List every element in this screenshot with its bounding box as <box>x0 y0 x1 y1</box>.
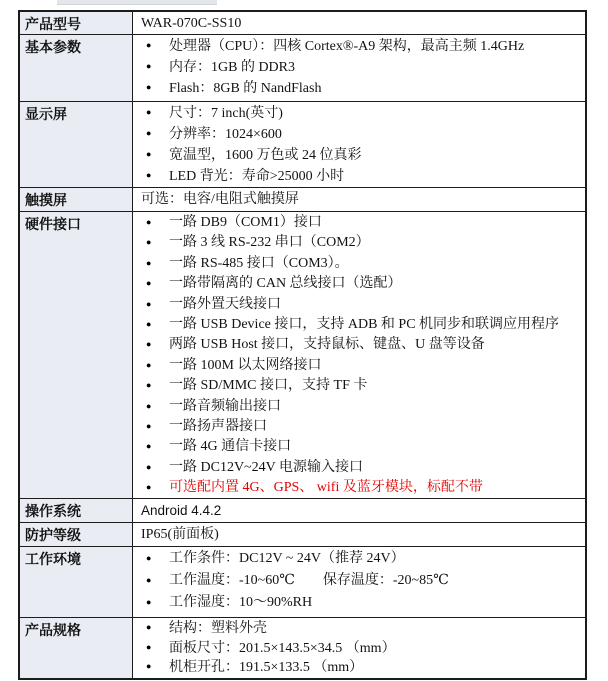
bullet-icon: ● <box>146 359 152 370</box>
spec-item-text: LED 背光：寿命>25000 小时 <box>169 169 345 184</box>
spec-item-text: 一路 USB Device 接口，支持 ADB 和 PC 机同步和联调应用程序 <box>169 317 560 333</box>
row-label: 产品型号 <box>20 12 133 34</box>
spec-item <box>133 254 581 274</box>
bullet-icon: ● <box>146 237 152 248</box>
spec-item <box>133 36 581 57</box>
row-content <box>133 547 585 617</box>
spec-item-text: 工作湿度：10～90%RH <box>169 595 313 610</box>
table-row <box>20 12 585 35</box>
spec-item-text: 一路外置天线接口 <box>169 296 281 312</box>
spec-item-text: 一路扬声器接口 <box>169 419 267 435</box>
row-label: 工作环境 <box>20 547 133 617</box>
spec-item <box>133 233 581 253</box>
spec-item <box>133 548 581 570</box>
spec-item-text: 分辨率：1024×600 <box>169 127 282 142</box>
spec-item <box>133 145 581 166</box>
spec-item <box>133 166 581 187</box>
spec-item-text: 可选配内置 4G、GPS、 wifi 及蓝牙模块，标配不带 <box>169 480 483 496</box>
bullet-icon: ● <box>146 257 152 268</box>
spec-item <box>133 658 581 678</box>
spec-item <box>133 335 581 355</box>
spec-item <box>133 78 581 99</box>
bullet-icon: ● <box>146 641 152 652</box>
spec-item-text: 内存：1GB 的 DDR3 <box>169 60 296 75</box>
bullet-icon: ● <box>146 622 152 632</box>
bullet-icon: ● <box>146 149 152 159</box>
bullet-icon: ● <box>146 40 152 50</box>
row-value: WAR-070C-SS10 <box>141 16 242 31</box>
bullet-icon: ● <box>146 339 152 350</box>
spec-item <box>133 397 581 417</box>
spec-item-text: 两路 USB Host 接口，支持鼠标、键盘、U 盘等设备 <box>169 337 485 353</box>
bullet-icon: ● <box>146 441 152 452</box>
row-value: IP65(前面板) <box>141 527 219 542</box>
row-label: 防护等级 <box>20 523 133 546</box>
bullet-icon: ● <box>146 61 152 71</box>
row-content <box>133 499 585 522</box>
bullet-icon: ● <box>146 661 152 671</box>
table-row <box>20 547 585 618</box>
spec-item-text: 一路 100M 以太网络接口 <box>169 357 322 373</box>
spec-item-text: 工作温度：-10~60℃ 保存温度：-20~85℃ <box>169 573 449 588</box>
row-value: Android 4.4.2 <box>141 503 222 518</box>
bullet-icon: ● <box>146 278 152 289</box>
spec-item-text: 一路 4G 通信卡接口 <box>169 439 292 455</box>
row-content <box>133 523 585 546</box>
spec-item <box>133 57 581 78</box>
spec-item-text: 一路 SD/MMC 接口，支持 TF 卡 <box>169 378 368 394</box>
spec-item <box>133 437 581 457</box>
table-row <box>20 35 585 102</box>
spec-item-text: 一路带隔离的 CAN 总线接口（选配） <box>169 276 402 292</box>
bullet-icon: ● <box>146 400 152 411</box>
bullet-icon: ● <box>146 319 152 330</box>
spec-item <box>133 274 581 294</box>
row-content <box>133 35 585 101</box>
bullet-icon: ● <box>146 128 152 138</box>
spec-item <box>133 417 581 437</box>
spec-item-text: 一路 DB9（COM1）接口 <box>169 215 322 230</box>
bullet-icon: ● <box>146 217 152 227</box>
spec-item <box>133 356 581 376</box>
spec-item-text: 一路音频输出接口 <box>169 398 281 414</box>
spec-item <box>133 124 581 145</box>
spec-item-text: Flash：8GB 的 NandFlash <box>169 81 322 96</box>
bullet-icon: ● <box>146 107 152 117</box>
spec-item <box>133 376 581 396</box>
spec-item-text: 一路 DC12V~24V 电源输入接口 <box>169 459 363 475</box>
spec-table <box>18 10 587 680</box>
row-label: 产品规格 <box>20 618 133 678</box>
row-label: 硬件接口 <box>20 212 133 498</box>
row-content <box>133 12 585 34</box>
table-row <box>20 188 585 212</box>
cropped-element-fragment <box>57 0 217 5</box>
bullet-icon: ● <box>146 82 152 92</box>
spec-item-text: 面板尺寸：201.5×143.5×34.5 （mm） <box>169 640 396 656</box>
spec-item <box>133 213 581 233</box>
bullet-icon: ● <box>146 421 152 432</box>
spec-item <box>133 592 581 614</box>
bullet-icon: ● <box>146 597 152 607</box>
row-content <box>133 618 585 678</box>
row-label: 操作系统 <box>20 499 133 522</box>
spec-item-text: 一路 RS-485 接口（COM3）。 <box>169 255 349 271</box>
table-row <box>20 523 585 547</box>
bullet-icon: ● <box>146 298 152 309</box>
spec-item <box>133 315 581 335</box>
row-value: 可选：电容/电阻式触摸屏 <box>141 192 299 207</box>
spec-item-text: 一路 3 线 RS-232 串口（COM2） <box>169 235 370 251</box>
table-row <box>20 212 585 499</box>
spec-item-text: 工作条件：DC12V ~ 24V（推荐 24V） <box>169 551 405 566</box>
spec-item-text: 处理器（CPU）：四核 Cortex®-A9 架构，最高主频 1.4GHz <box>169 39 525 54</box>
spec-item-text: 宽温型，1600 万色或 24 位真彩 <box>169 148 362 163</box>
row-label: 触摸屏 <box>20 188 133 211</box>
spec-item <box>133 103 581 124</box>
bullet-icon: ● <box>146 482 152 493</box>
row-content <box>133 188 585 211</box>
spec-item-text: 尺寸：7 inch(英寸) <box>169 106 283 121</box>
bullet-icon: ● <box>146 553 152 563</box>
spec-item-text: 机柜开孔：191.5×133.5 （mm） <box>169 660 364 675</box>
bullet-icon: ● <box>146 461 152 472</box>
table-row <box>20 102 585 188</box>
spec-item <box>133 570 581 592</box>
bullet-icon: ● <box>146 575 152 585</box>
bullet-icon: ● <box>146 380 152 391</box>
bullet-icon: ● <box>146 170 152 180</box>
table-row <box>20 618 585 678</box>
row-content <box>133 212 585 498</box>
spec-item <box>133 639 581 659</box>
row-label: 显示屏 <box>20 102 133 187</box>
table-row <box>20 499 585 523</box>
spec-item-text: 结构：塑料外壳 <box>169 621 267 636</box>
spec-item <box>133 619 581 639</box>
spec-item <box>133 478 581 498</box>
spec-item <box>133 295 581 315</box>
row-content <box>133 102 585 187</box>
row-label: 基本参数 <box>20 35 133 101</box>
spec-item <box>133 458 581 478</box>
